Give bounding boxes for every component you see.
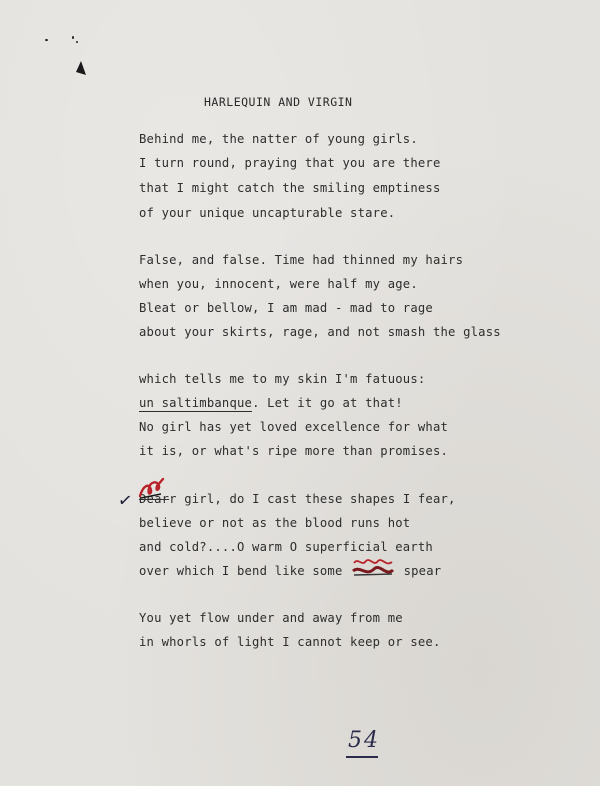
poem-line: that I might catch the smiling emptiness bbox=[139, 181, 441, 195]
poem-line: of your unique uncapturable stare. bbox=[139, 206, 396, 220]
poem-line: Behind me, the natter of young girls. bbox=[139, 132, 418, 146]
poem-line: No girl has yet loved excellence for what bbox=[139, 420, 449, 434]
poem-line: False, and false. Time had thinned my hairs bbox=[139, 253, 464, 267]
poem-line: in whorls of light I cannot keep or see. bbox=[139, 635, 441, 649]
poem-line: which tells me to my skin I'm fatuous: bbox=[139, 372, 426, 386]
poem-title: HARLEQUIN AND VIRGIN bbox=[204, 95, 353, 109]
corner-mark bbox=[74, 60, 88, 76]
poem-line: and cold?....O warm O superficial earth bbox=[139, 540, 433, 554]
ink-speck bbox=[76, 41, 78, 43]
struck-word-scribble bbox=[350, 565, 396, 579]
poem-line-rest: . Let it go at that! bbox=[252, 396, 403, 410]
poem-line-rest: r girl, do I cast these shapes I fear, bbox=[169, 492, 456, 506]
poem-line bbox=[139, 396, 403, 410]
poem-line: when you, innocent, were half my age. bbox=[139, 277, 418, 291]
poem-line: Bleat or bellow, I am mad - mad to rage bbox=[139, 301, 433, 315]
poem-line bbox=[139, 492, 456, 506]
poem-line: You yet flow under and away from me bbox=[139, 611, 403, 625]
ink-speck bbox=[72, 36, 74, 39]
check-mark-annotation: ✓ bbox=[116, 490, 134, 512]
struck-word-text: Dear bbox=[139, 492, 170, 506]
page-number-underline bbox=[346, 756, 378, 758]
red-ink-scribble bbox=[350, 557, 396, 581]
poem-line-end: spear bbox=[403, 564, 442, 578]
struck-word bbox=[139, 492, 169, 506]
poem-line: it is, or what's ripe more than promises. bbox=[139, 444, 449, 458]
poem-line bbox=[139, 564, 441, 579]
poem-line: believe or not as the blood runs hot bbox=[139, 516, 411, 530]
red-ink-correction bbox=[137, 476, 167, 502]
underlined-phrase: un saltimbanque bbox=[139, 396, 253, 410]
poem-line: about your skirts, rage, and not smash the glass bbox=[139, 325, 501, 339]
poem-line: I turn round, praying that you are there bbox=[139, 156, 441, 170]
ink-speck bbox=[45, 39, 48, 41]
handwritten-page-number: 54 bbox=[348, 728, 380, 753]
poem-line-start: over which I bend like some bbox=[139, 564, 343, 578]
